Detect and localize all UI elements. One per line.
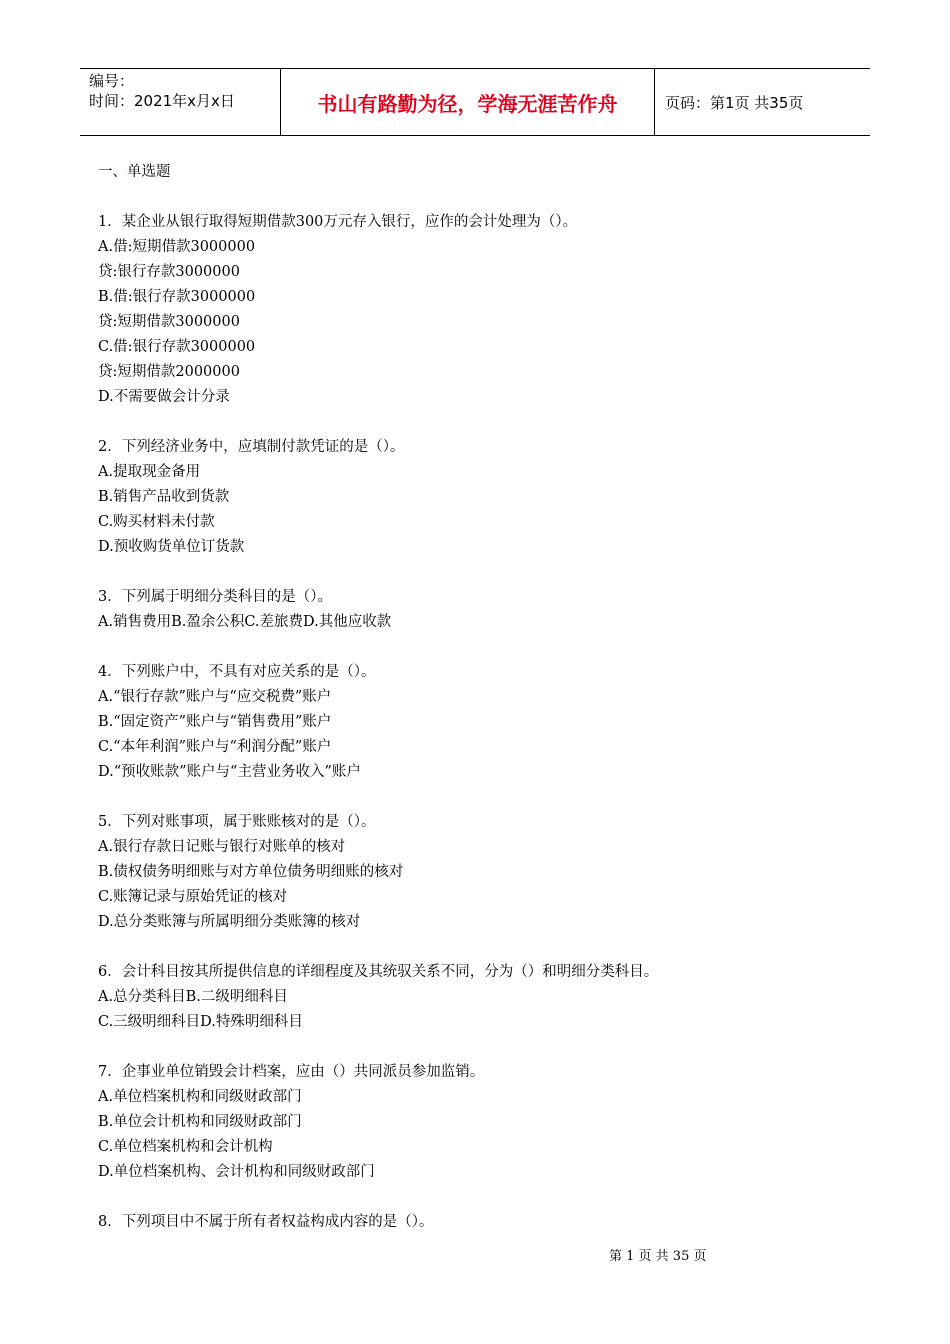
question-5 [98,810,858,935]
document-number-label: 编号： [89,72,135,90]
option-line: B.单位会计机构和同级财政部门 [98,1114,302,1130]
option-line: A.“银行存款”账户与“应交税费”账户 [98,689,332,705]
option-line: C.单位档案机构和会计机构 [98,1139,273,1155]
section-title: 一、单选题 [98,164,171,180]
option-line: C.“本年利润”账户与“利润分配”账户 [98,739,332,755]
question-stem: 5．下列对账事项，属于账账核对的是（）。 [98,814,376,830]
option-line: D.预收购货单位订货款 [98,539,245,555]
question-stem: 3．下列属于明细分类科目的是（）。 [98,589,332,605]
option-line: B.债权债务明细账与对方单位债务明细账的核对 [98,864,404,880]
option-line: D.不需要做会计分录 [98,389,230,405]
question-6 [98,960,858,1035]
document-body [98,160,858,1235]
option-line: A.借:短期借款3000000 [98,239,256,255]
header-meta [80,69,281,135]
question-3 [98,585,858,635]
question-4 [98,660,858,785]
header-motto: 书山有路勤为径，学海无涯苦作舟 [281,69,655,135]
question-stem: 7．企事业单位销毁会计档案，应由（）共同派员参加监销。 [98,1064,485,1080]
page-footer: 第 1 页 共 35 页 [609,1249,707,1264]
question-stem: 4．下列账户中，不具有对应关系的是（）。 [98,664,376,680]
question-stem: 8．下列项目中不属于所有者权益构成内容的是（）。 [98,1214,434,1230]
option-line: D.单位档案机构、会计机构和同级财政部门 [98,1164,375,1180]
option-line: A.银行存款日记账与银行对账单的核对 [98,839,346,855]
question-stem: 6．会计科目按其所提供信息的详细程度及其统驭关系不同，分为（）和明细分类科目。 [98,964,659,980]
option-line: C.账簿记录与原始凭证的核对 [98,889,288,905]
option-line: C.购买材料未付款 [98,514,215,530]
document-date-label: 时间：2021年x月x日 [89,92,235,110]
question-7 [98,1060,858,1185]
page-header [80,68,870,136]
option-line: A.总分类科目B.二级明细科目 [98,989,288,1005]
option-line: 贷:短期借款3000000 [98,314,240,330]
question-2 [98,435,858,560]
option-line: C.借:银行存款3000000 [98,339,256,355]
option-line: A.单位档案机构和同级财政部门 [98,1089,302,1105]
option-line: D.“预收账款”账户与“主营业务收入”账户 [98,764,361,780]
option-line: A.销售费用B.盈余公积C.差旅费D.其他应收款 [98,614,392,630]
question-1 [98,210,858,410]
option-line: C.三级明细科目D.特殊明细科目 [98,1014,303,1030]
option-line: 贷:银行存款3000000 [98,264,240,280]
option-line: B.“固定资产”账户与“销售费用”账户 [98,714,332,730]
header-page-info: 页码：第1页 共35页 [665,93,804,112]
option-line: B.销售产品收到货款 [98,489,230,505]
option-line: B.借:银行存款3000000 [98,289,256,305]
option-line: 贷:短期借款2000000 [98,364,240,380]
option-line: A.提取现金备用 [98,464,201,480]
question-stem: 1．某企业从银行取得短期借款300万元存入银行，应作的会计处理为（）。 [98,214,578,230]
question-8 [98,1210,858,1235]
option-line: D.总分类账簿与所属明细分类账簿的核对 [98,914,361,930]
question-stem: 2．下列经济业务中，应填制付款凭证的是（）。 [98,439,405,455]
